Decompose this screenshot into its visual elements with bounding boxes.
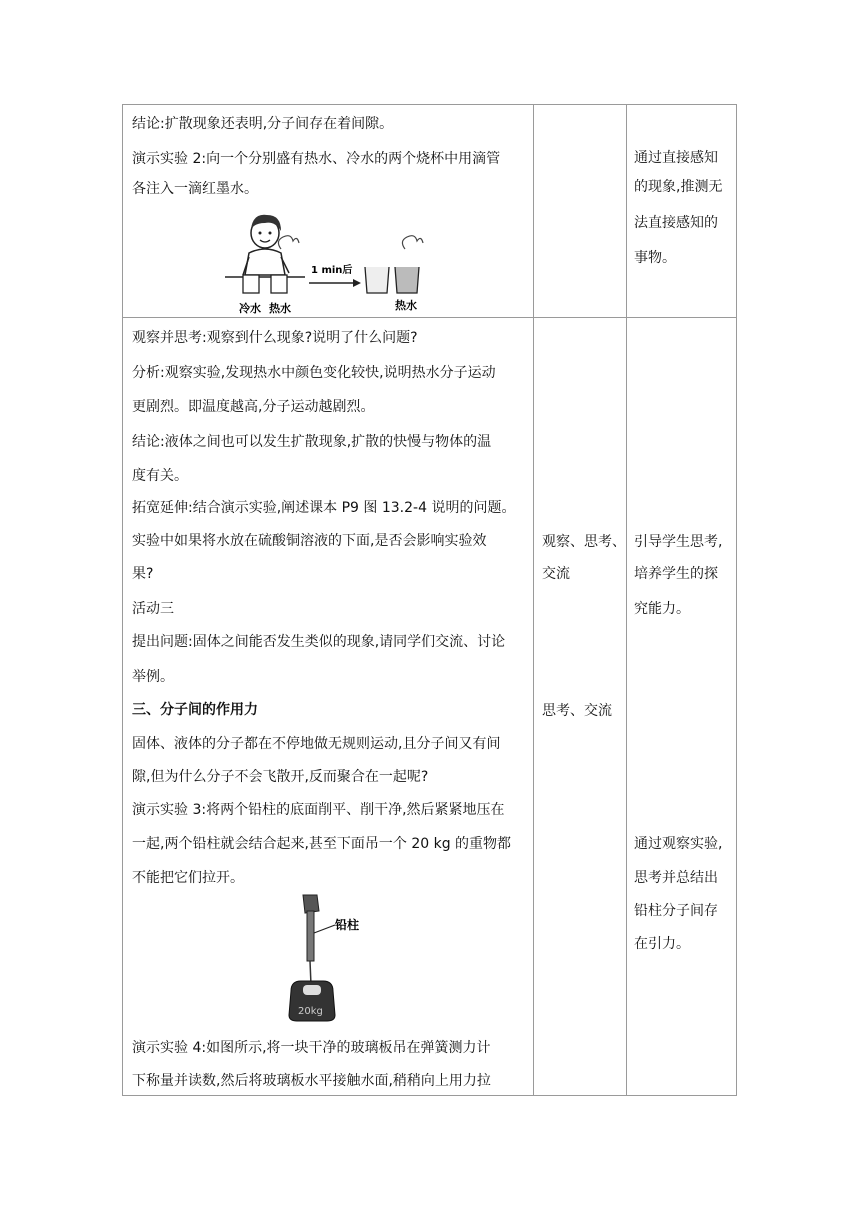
text-line: 演示实验 2:向一个分别盛有热水、冷水的两个烧杯中用滴管 — [132, 151, 501, 167]
text-line: 交流 — [542, 566, 570, 582]
text-line: 结论:液体之间也可以发生扩散现象,扩散的快慢与物体的温 — [132, 434, 492, 450]
text-line: 提出问题:固体之间能否发生类似的现象,请同学们交流、讨论 — [132, 634, 506, 650]
text-line: 举例。 — [132, 669, 174, 685]
lead-cylinder-figure — [283, 893, 393, 1023]
text-line: 各注入一滴红墨水。 — [132, 181, 258, 197]
text-line: 演示实验 4:如图所示,将一块干净的玻璃板吊在弹簧测力计 — [132, 1040, 491, 1056]
column-divider — [533, 105, 534, 317]
beaker-experiment-figure — [225, 209, 425, 319]
hot-water-label: 热水 — [269, 302, 291, 315]
weight-label: 20kg — [298, 1006, 323, 1017]
text-line: 一起,两个铅柱就会结合起来,甚至下面吊一个 20 kg 的重物都 — [132, 836, 512, 852]
text-line: 不能把它们拉开。 — [132, 870, 244, 886]
text-line: 铅柱分子间存 — [634, 903, 718, 919]
section-heading: 三、分子间的作用力 — [132, 702, 258, 718]
table-row — [122, 104, 737, 318]
text-line: 实验中如果将水放在硫酸铜溶液的下面,是否会影响实验效 — [132, 533, 487, 549]
text-line: 隙,但为什么分子不会飞散开,反而聚合在一起呢? — [132, 769, 429, 785]
text-line: 结论:扩散现象还表明,分子间存在着间隙。 — [132, 116, 394, 132]
student-illustration — [243, 215, 289, 275]
text-line: 思考并总结出 — [634, 870, 718, 886]
text-line: 更剧烈。即温度越高,分子运动越剧烈。 — [132, 399, 375, 415]
lead-label: 铅柱 — [335, 918, 360, 932]
hot-water-after-label: 热水 — [395, 299, 417, 312]
text-line: 观察并思考:观察到什么现象?说明了什么问题? — [132, 330, 418, 346]
text-line: 思考、交流 — [542, 703, 612, 719]
text-line: 的现象,推测无 — [634, 179, 723, 195]
text-line: 法直接感知的 — [634, 215, 718, 231]
text-line: 通过观察实验, — [634, 836, 723, 852]
table-row — [122, 317, 737, 1096]
text-line: 度有关。 — [132, 468, 188, 484]
column-divider — [533, 318, 534, 1095]
text-line: 培养学生的探 — [634, 566, 718, 582]
text-line: 引导学生思考, — [634, 534, 723, 550]
text-line: 固体、液体的分子都在不停地做无规则运动,且分子间又有间 — [132, 736, 501, 752]
text-line: 究能力。 — [634, 601, 690, 617]
time-label: 1 min后 — [311, 265, 353, 276]
text-line: 果? — [132, 566, 154, 582]
text-line: 在引力。 — [634, 936, 690, 952]
text-line: 观察、思考、 — [542, 534, 626, 550]
column-divider — [626, 105, 627, 317]
text-line: 事物。 — [634, 250, 676, 266]
cold-water-label: 冷水 — [239, 302, 261, 315]
column-divider — [626, 318, 627, 1095]
text-line: 活动三 — [132, 601, 174, 617]
text-line: 拓宽延伸:结合演示实验,阐述课本 P9 图 13.2-4 说明的问题。 — [132, 500, 516, 516]
text-line: 通过直接感知 — [634, 150, 718, 166]
text-line: 分析:观察实验,发现热水中颜色变化较快,说明热水分子运动 — [132, 365, 496, 381]
text-line: 下称量并读数,然后将玻璃板水平接触水面,稍稍向上用力拉 — [132, 1073, 491, 1089]
text-line: 演示实验 3:将两个铅柱的底面削平、削干净,然后紧紧地压在 — [132, 802, 505, 818]
lesson-table — [122, 104, 737, 1096]
